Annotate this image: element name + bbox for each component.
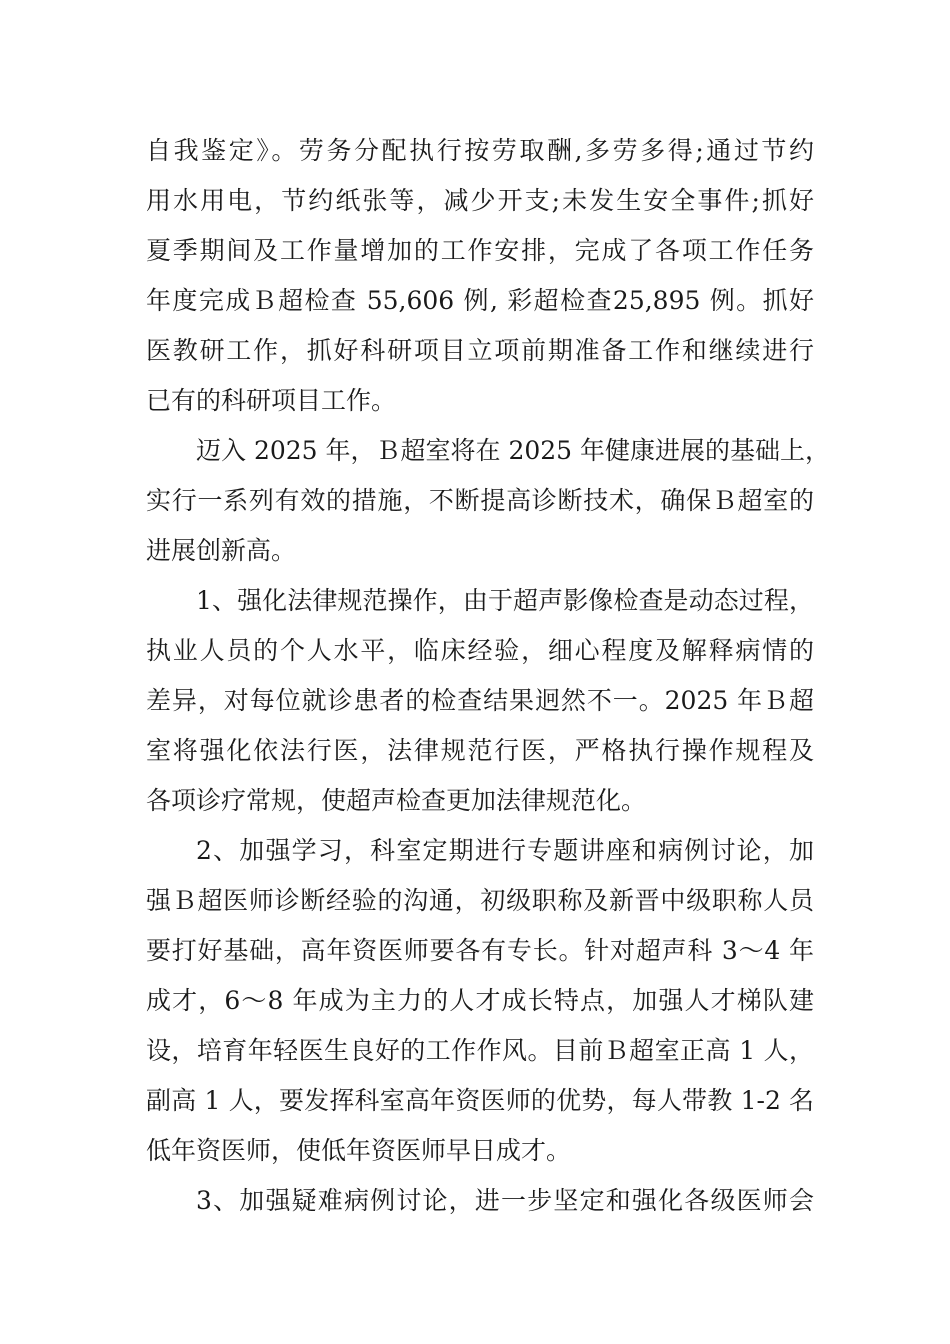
paragraph-1-line-3: 夏季期间及工作量增加的工作安排，完成了各项工作任务 — [146, 236, 814, 265]
body-text — [146, 126, 831, 1226]
paragraph-4-line-4: 成才，6～8 年成为主力的人才成长特点，加强人才梯队建 — [146, 986, 814, 1015]
paragraph-5-line-1: 3、加强疑难病例讨论，进一步坚定和强化各级医师会 — [196, 1186, 814, 1215]
paragraph-4-line-1: 2、加强学习，科室定期进行专题讲座和病例讨论，加 — [196, 836, 814, 865]
paragraph-4-line-2: 强Ｂ超医师诊断经验的沟通，初级职称及新晋中级职称人员 — [146, 886, 814, 915]
paragraph-3-line-4: 室将强化依法行医，法律规范行医，严格执行操作规程及 — [146, 736, 814, 765]
paragraph-4-line-3: 要打好基础，高年资医师要各有专长。针对超声科 3～4 年 — [146, 936, 814, 965]
paragraph-1-line-2: 用水用电，节约纸张等，减少开支;未发生安全事件;抓好 — [146, 186, 814, 215]
paragraph-3-line-5: 各项诊疗常规，使超声检查更加法律规范化。 — [146, 786, 647, 815]
paragraph-1-line-5: 医教研工作，抓好科研项目立项前期准备工作和继续进行 — [146, 336, 814, 365]
paragraph-3-line-2: 执业人员的个人水平，临床经验，细心程度及解释病情的 — [146, 636, 814, 665]
paragraph-4-line-5: 设，培育年轻医生良好的工作作风。目前Ｂ超室正高 1 人， — [146, 1036, 814, 1065]
paragraph-1-line-1: 自我鉴定》。劳务分配执行按劳取酬,多劳多得;通过节约 — [146, 136, 814, 165]
paragraph-2-line-3: 进展创新高。 — [146, 536, 297, 565]
paragraph-4-line-6: 副高 1 人，要发挥科室高年资医师的优势，每人带教 1-2 名 — [146, 1086, 814, 1115]
paragraph-2-line-1: 迈入 2025 年，Ｂ超室将在 2025 年健康进展的基础上， — [196, 436, 831, 465]
paragraph-1-line-6: 已有的科研项目工作。 — [146, 386, 397, 415]
paragraph-2-line-2: 实行一系列有效的措施，不断提高诊断技术，确保Ｂ超室的 — [146, 486, 814, 515]
paragraph-4-line-7: 低年资医师，使低年资医师早日成才。 — [146, 1136, 572, 1165]
paragraph-3-line-3: 差异，对每位就诊患者的检查结果迥然不一。2025 年Ｂ超 — [146, 686, 814, 715]
paragraph-3-line-1: 1、强化法律规范操作，由于超声影像检查是动态过程， — [196, 586, 814, 615]
paragraph-1-line-4: 年度完成Ｂ超检查 55,606 例, 彩超检查25,895 例。抓好 — [146, 286, 814, 315]
